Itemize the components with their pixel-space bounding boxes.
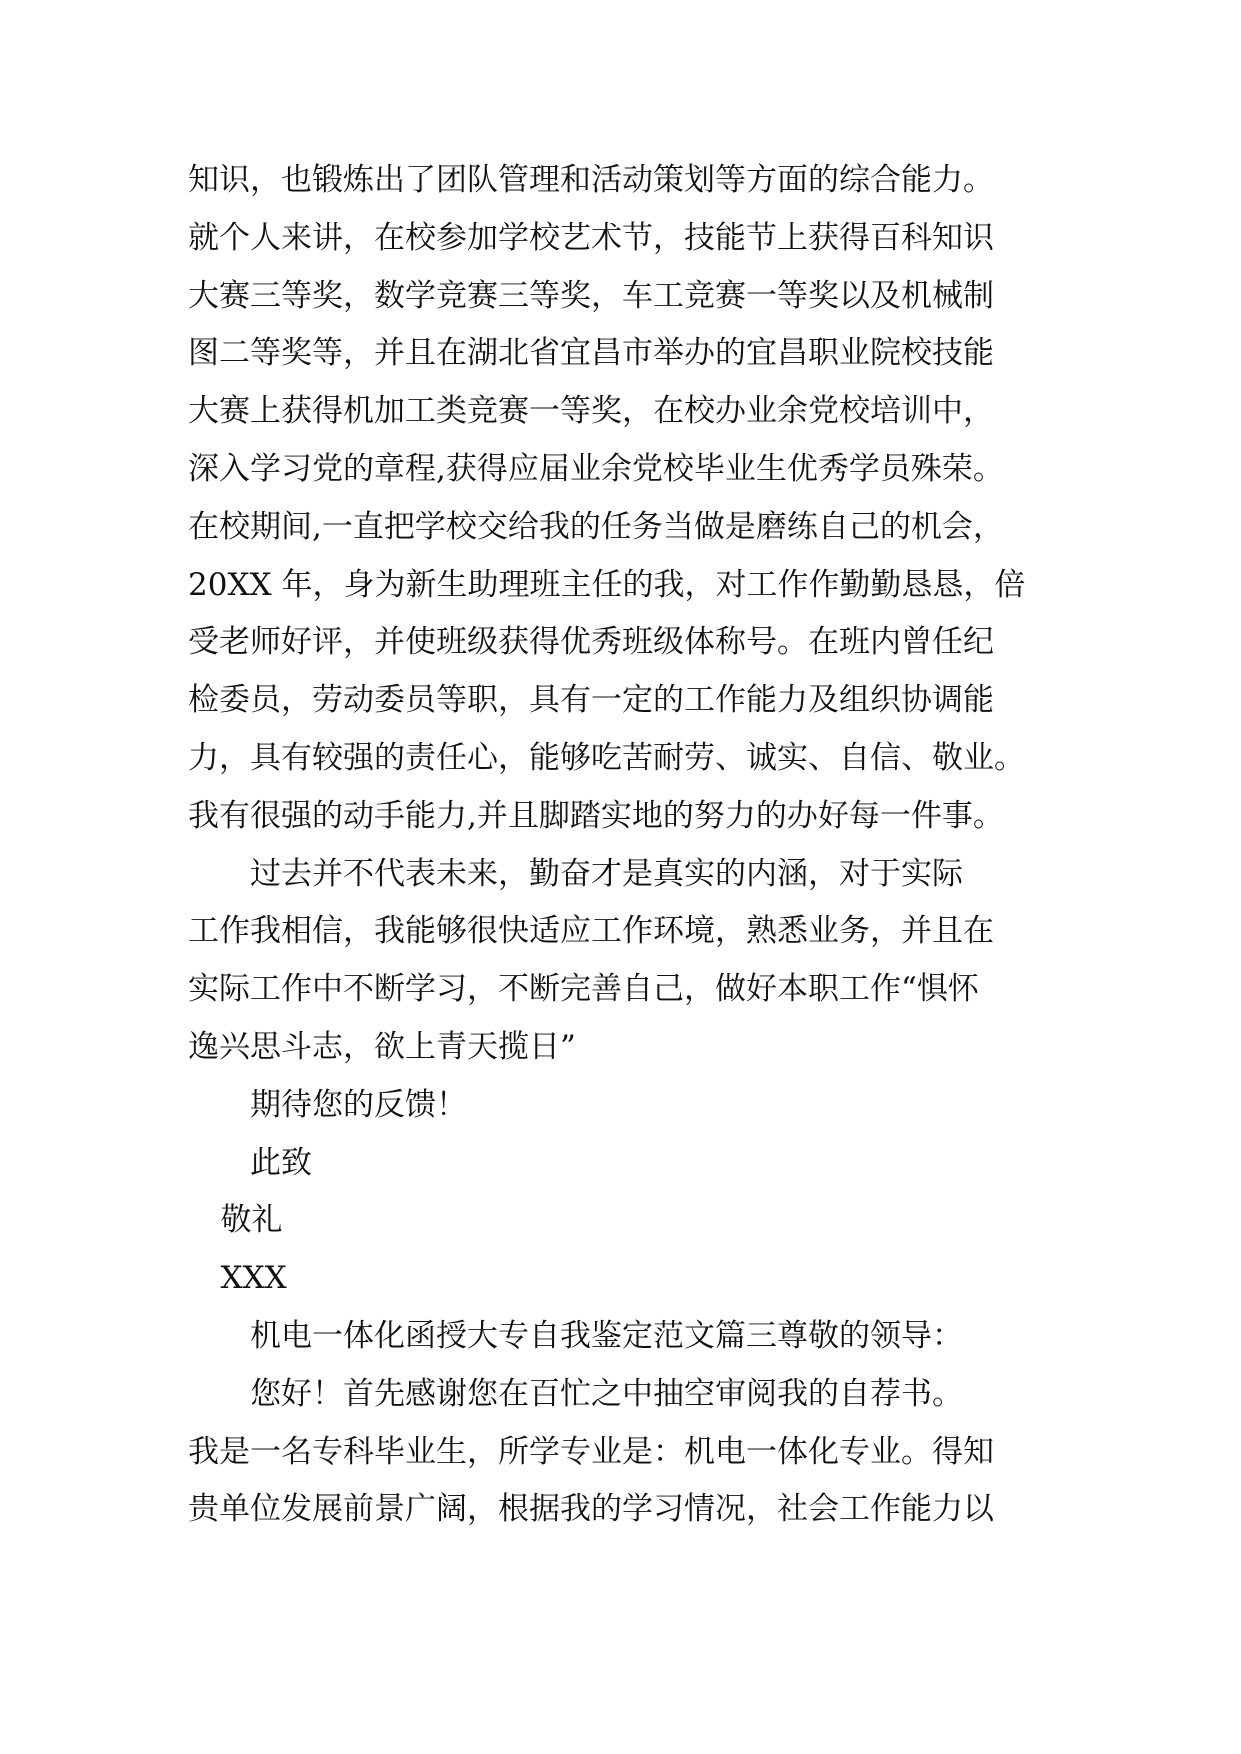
- salutation-cizhi: 此致: [250, 1144, 312, 1181]
- text-line: 实际工作中不断学习，不断完善自己，做好本职工作“惧怀: [188, 971, 979, 1008]
- text-line: 在校期间,一直把学校交给我的任务当做是磨练自己的机会，: [188, 508, 1004, 545]
- section-heading-line: 机电一体化函授大专自我鉴定范文篇三尊敬的领导：: [250, 1317, 963, 1354]
- text-line: 大赛上获得机加工类竞赛一等奖，在校办业余党校培训中，: [188, 393, 994, 430]
- text-line: 就个人来讲，在校参加学校艺术节，技能节上获得百科知识: [188, 219, 994, 256]
- text-line: 受老师好评，并使班级获得优秀班级体称号。在班内曾任纪: [188, 624, 994, 661]
- text-line: 深入学习党的章程,获得应届业余党校毕业生优秀学员殊荣。: [188, 450, 1004, 487]
- text-line: 力，具有较强的责任心，能够吃苦耐劳、诚实、自信、敬业。: [188, 739, 1025, 776]
- text-line: 工作我相信，我能够很快适应工作环境，熟悉业务，并且在: [188, 913, 994, 950]
- text-line: 我是一名专科毕业生，所学专业是：机电一体化专业。得知: [188, 1433, 994, 1470]
- text-line: 图二等奖等，并且在湖北省宜昌市举办的宜昌职业院校技能: [188, 335, 994, 372]
- text-line: 大赛三等奖，数学竞赛三等奖，车工竞赛一等奖以及机械制: [188, 277, 994, 314]
- document-body: [188, 152, 1068, 1539]
- text-line: 20XX 年，身为新生助理班主任的我，对工作作勤勤恳恳，倍: [188, 566, 1026, 603]
- text-line: 逸兴思斗志，欲上青天揽日”: [188, 1028, 576, 1065]
- text-line: 知识，也锻炼出了团队管理和活动策划等方面的综合能力。: [188, 162, 994, 198]
- text-line: 检委员，劳动委员等职，具有一定的工作能力及组织协调能: [188, 682, 994, 719]
- greeting-line: 您好！首先感谢您在百忙之中抽空审阅我的自荐书。: [250, 1375, 963, 1412]
- signature-name: XXX: [220, 1260, 287, 1297]
- text-line: 贵单位发展前景广阔，根据我的学习情况，社会工作能力以: [188, 1491, 994, 1528]
- closing-remark: 期待您的反馈！: [250, 1086, 467, 1123]
- text-line: 我有很强的动手能力,并且脚踏实地的努力的办好每一件事。: [188, 797, 1004, 834]
- salutation-jingli: 敬礼: [220, 1202, 283, 1239]
- paragraph-start-line: 过去并不代表未来，勤奋才是真实的内涵，对于实际: [250, 855, 963, 892]
